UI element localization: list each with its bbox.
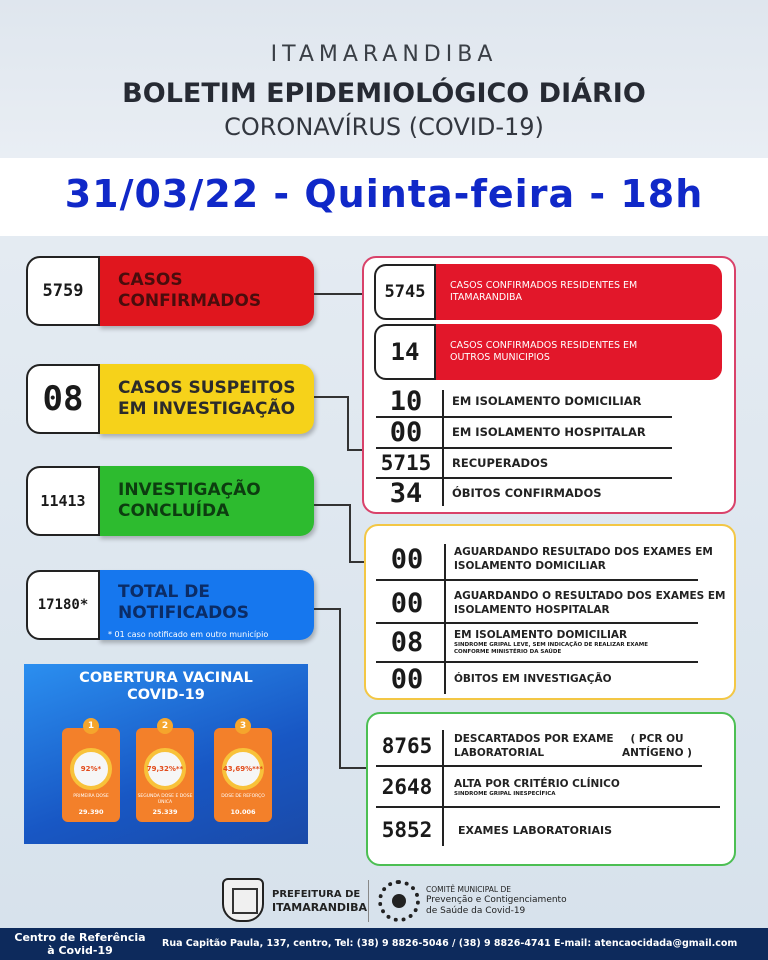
- row-aguardando-domiciliar: [372, 540, 730, 578]
- row-value: 00: [389, 416, 423, 448]
- row-label: ÓBITOS CONFIRMADOS: [452, 486, 602, 500]
- row-label: AGUARDANDO RESULTADO DOS EXAMES EM ISOLAMENTO DOMICILIAR: [454, 546, 713, 572]
- divider: [368, 880, 369, 922]
- row-value: 2648: [381, 775, 433, 799]
- row-obitos-confirmados: [372, 479, 682, 507]
- row-residentes-itamarandiba: [374, 264, 722, 320]
- dose-index: 3: [235, 718, 251, 734]
- row-value: 8765: [381, 734, 433, 758]
- divider: [376, 765, 702, 767]
- row-obitos-investigacao: [372, 663, 730, 695]
- dose-percent: 92%*: [70, 748, 112, 790]
- badge-value: 11413: [26, 466, 100, 536]
- dose-percent: 43,69%***: [222, 748, 264, 790]
- row-isolamento-domiciliar-sg: [372, 624, 730, 660]
- row-note: SINDROME GRIPAL INESPECÍFICA: [454, 790, 556, 797]
- date-band: [0, 158, 768, 236]
- badge-value: 08: [26, 364, 100, 434]
- row-label: CASOS CONFIRMADOS RESIDENTES EM OUTROS MUNICIPIOS: [434, 324, 722, 380]
- badge-investigacao-concluida: [26, 466, 314, 536]
- dose-index: 2: [157, 718, 173, 734]
- badge-label: CASOS CONFIRMADOS: [98, 256, 314, 326]
- header-subtitle: CORONAVÍRUS (COVID-19): [224, 113, 544, 141]
- row-value: 00: [390, 663, 424, 695]
- row-value: 5745: [374, 264, 436, 320]
- footer: [0, 928, 768, 960]
- connector-line: [314, 293, 364, 295]
- dose-value: 10.006: [230, 808, 256, 816]
- row-value: 10: [389, 385, 423, 417]
- badge-label: CASOS SUSPEITOS EM INVESTIGAÇÃO: [98, 364, 314, 434]
- dose-value: 29.390: [78, 808, 104, 816]
- dose-card-3: [214, 721, 272, 822]
- dose-index: 1: [83, 718, 99, 734]
- row-label: RECUPERADOS: [452, 456, 549, 470]
- badge-value: 17180*: [26, 570, 100, 640]
- connector-line: [339, 608, 341, 768]
- notificados-footnote: * 01 caso notificado em outro município: [108, 630, 269, 639]
- dose-label: DOSE DE REFORÇO: [221, 794, 265, 799]
- connector-line: [314, 504, 350, 506]
- row-label: ALTA POR CRITÉRIO CLÍNICO: [454, 777, 620, 790]
- row-aguardando-hospitalar: [372, 584, 730, 622]
- divider: [444, 544, 446, 694]
- connector-line: [314, 608, 340, 610]
- row-extra: ( PCR OU ANTÍGENO ): [622, 733, 692, 759]
- row-value: 34: [389, 477, 423, 509]
- row-value: 14: [374, 324, 436, 380]
- row-isolamento-domiciliar: [372, 387, 682, 415]
- row-label: EM ISOLAMENTO DOMICILIAR: [454, 629, 628, 641]
- row-value: 5852: [381, 818, 433, 842]
- row-isolamento-hospitalar: [372, 418, 682, 446]
- header-title: BOLETIM EPIDEMIOLÓGICO DIÁRIO: [122, 78, 646, 109]
- footer-centro-referencia: Centro de Referência à Covid-19: [14, 931, 146, 957]
- divider: [376, 806, 720, 808]
- dose-label: PRIMEIRA DOSE: [73, 794, 109, 799]
- connector-line: [314, 396, 348, 398]
- badge-value: 5759: [26, 256, 100, 326]
- comite-name: COMITÊ MUNICIPAL DE Prevenção e Contigenciamento de Saúde da Covid-19: [426, 885, 567, 916]
- row-label: DESCARTADOS POR EXAME LABORATORIAL: [454, 733, 614, 759]
- row-label: EXAMES LABORATORIAIS: [458, 823, 613, 837]
- row-label: EM ISOLAMENTO DOMICILIAR: [452, 394, 642, 408]
- badge-label: TOTAL DE NOTIFICADOS: [98, 570, 314, 640]
- dose-value: 25.339: [152, 808, 178, 816]
- logos-strip: [0, 868, 768, 928]
- vaccine-title: COBERTURA VACINAL COVID-19: [79, 670, 253, 703]
- row-label: EM ISOLAMENTO HOSPITALAR: [452, 425, 646, 439]
- row-value: 00: [390, 543, 424, 575]
- connector-line: [349, 561, 365, 563]
- footer-address: Rua Capitão Paula, 137, centro, Tel: (38) 9 8826-5046 / (38) 9 8826-4741 E-mail: atencaocidada@gmail.com: [162, 938, 738, 949]
- badge-casos-suspeitos: [26, 364, 314, 434]
- row-residentes-outros: [374, 324, 722, 380]
- row-text: [454, 778, 620, 797]
- row-label: ÓBITOS EM INVESTIGAÇÃO: [454, 673, 612, 685]
- header-city: ITAMARANDIBA: [270, 42, 498, 67]
- row-value: 5715: [380, 451, 432, 475]
- connector-line: [347, 449, 363, 451]
- divider: [442, 390, 444, 506]
- row-value: 08: [390, 626, 424, 658]
- dose-percent: 79,32%**: [144, 748, 186, 790]
- city-crest-icon: [222, 878, 264, 922]
- row-label: AGUARDANDO O RESULTADO DOS EXAMES EM ISOLAMENTO HOSPITALAR: [454, 590, 726, 616]
- dose-card-1: [62, 721, 120, 822]
- prefeitura-name: PREFEITURA DE ITAMARANDIBA: [272, 889, 368, 914]
- row-alta-criterio-clinico: [372, 770, 732, 804]
- row-note: SINDROME GRIPAL LEVE, SEM INDICAÇÃO DE REALIZAR EXAME CONFORME MINISTÉRIO DA SAÚDE: [454, 642, 648, 655]
- connector-line: [347, 396, 349, 450]
- dose-label: SEGUNDA DOSE E DOSE ÚNICA: [137, 794, 193, 805]
- row-recuperados: [372, 449, 682, 477]
- badge-label: INVESTIGAÇÃO CONCLUÍDA: [98, 466, 314, 536]
- badge-casos-confirmados: [26, 256, 314, 326]
- comite-emblem-icon: [378, 880, 420, 922]
- connector-line: [349, 504, 351, 562]
- connector-line: [339, 767, 367, 769]
- row-text: [454, 629, 724, 655]
- row-value: 00: [390, 587, 424, 619]
- divider: [376, 579, 698, 581]
- row-label: CASOS CONFIRMADOS RESIDENTES EM ITAMARANDIBA: [434, 264, 722, 320]
- dose-card-2: [136, 721, 194, 822]
- row-exames-laboratoriais: [372, 814, 732, 846]
- row-descartados: [372, 728, 732, 764]
- vaccine-coverage: [24, 664, 308, 844]
- date-line: 31/03/22 - Quinta-feira - 18h: [64, 172, 704, 216]
- header: [0, 0, 768, 158]
- divider: [442, 730, 444, 846]
